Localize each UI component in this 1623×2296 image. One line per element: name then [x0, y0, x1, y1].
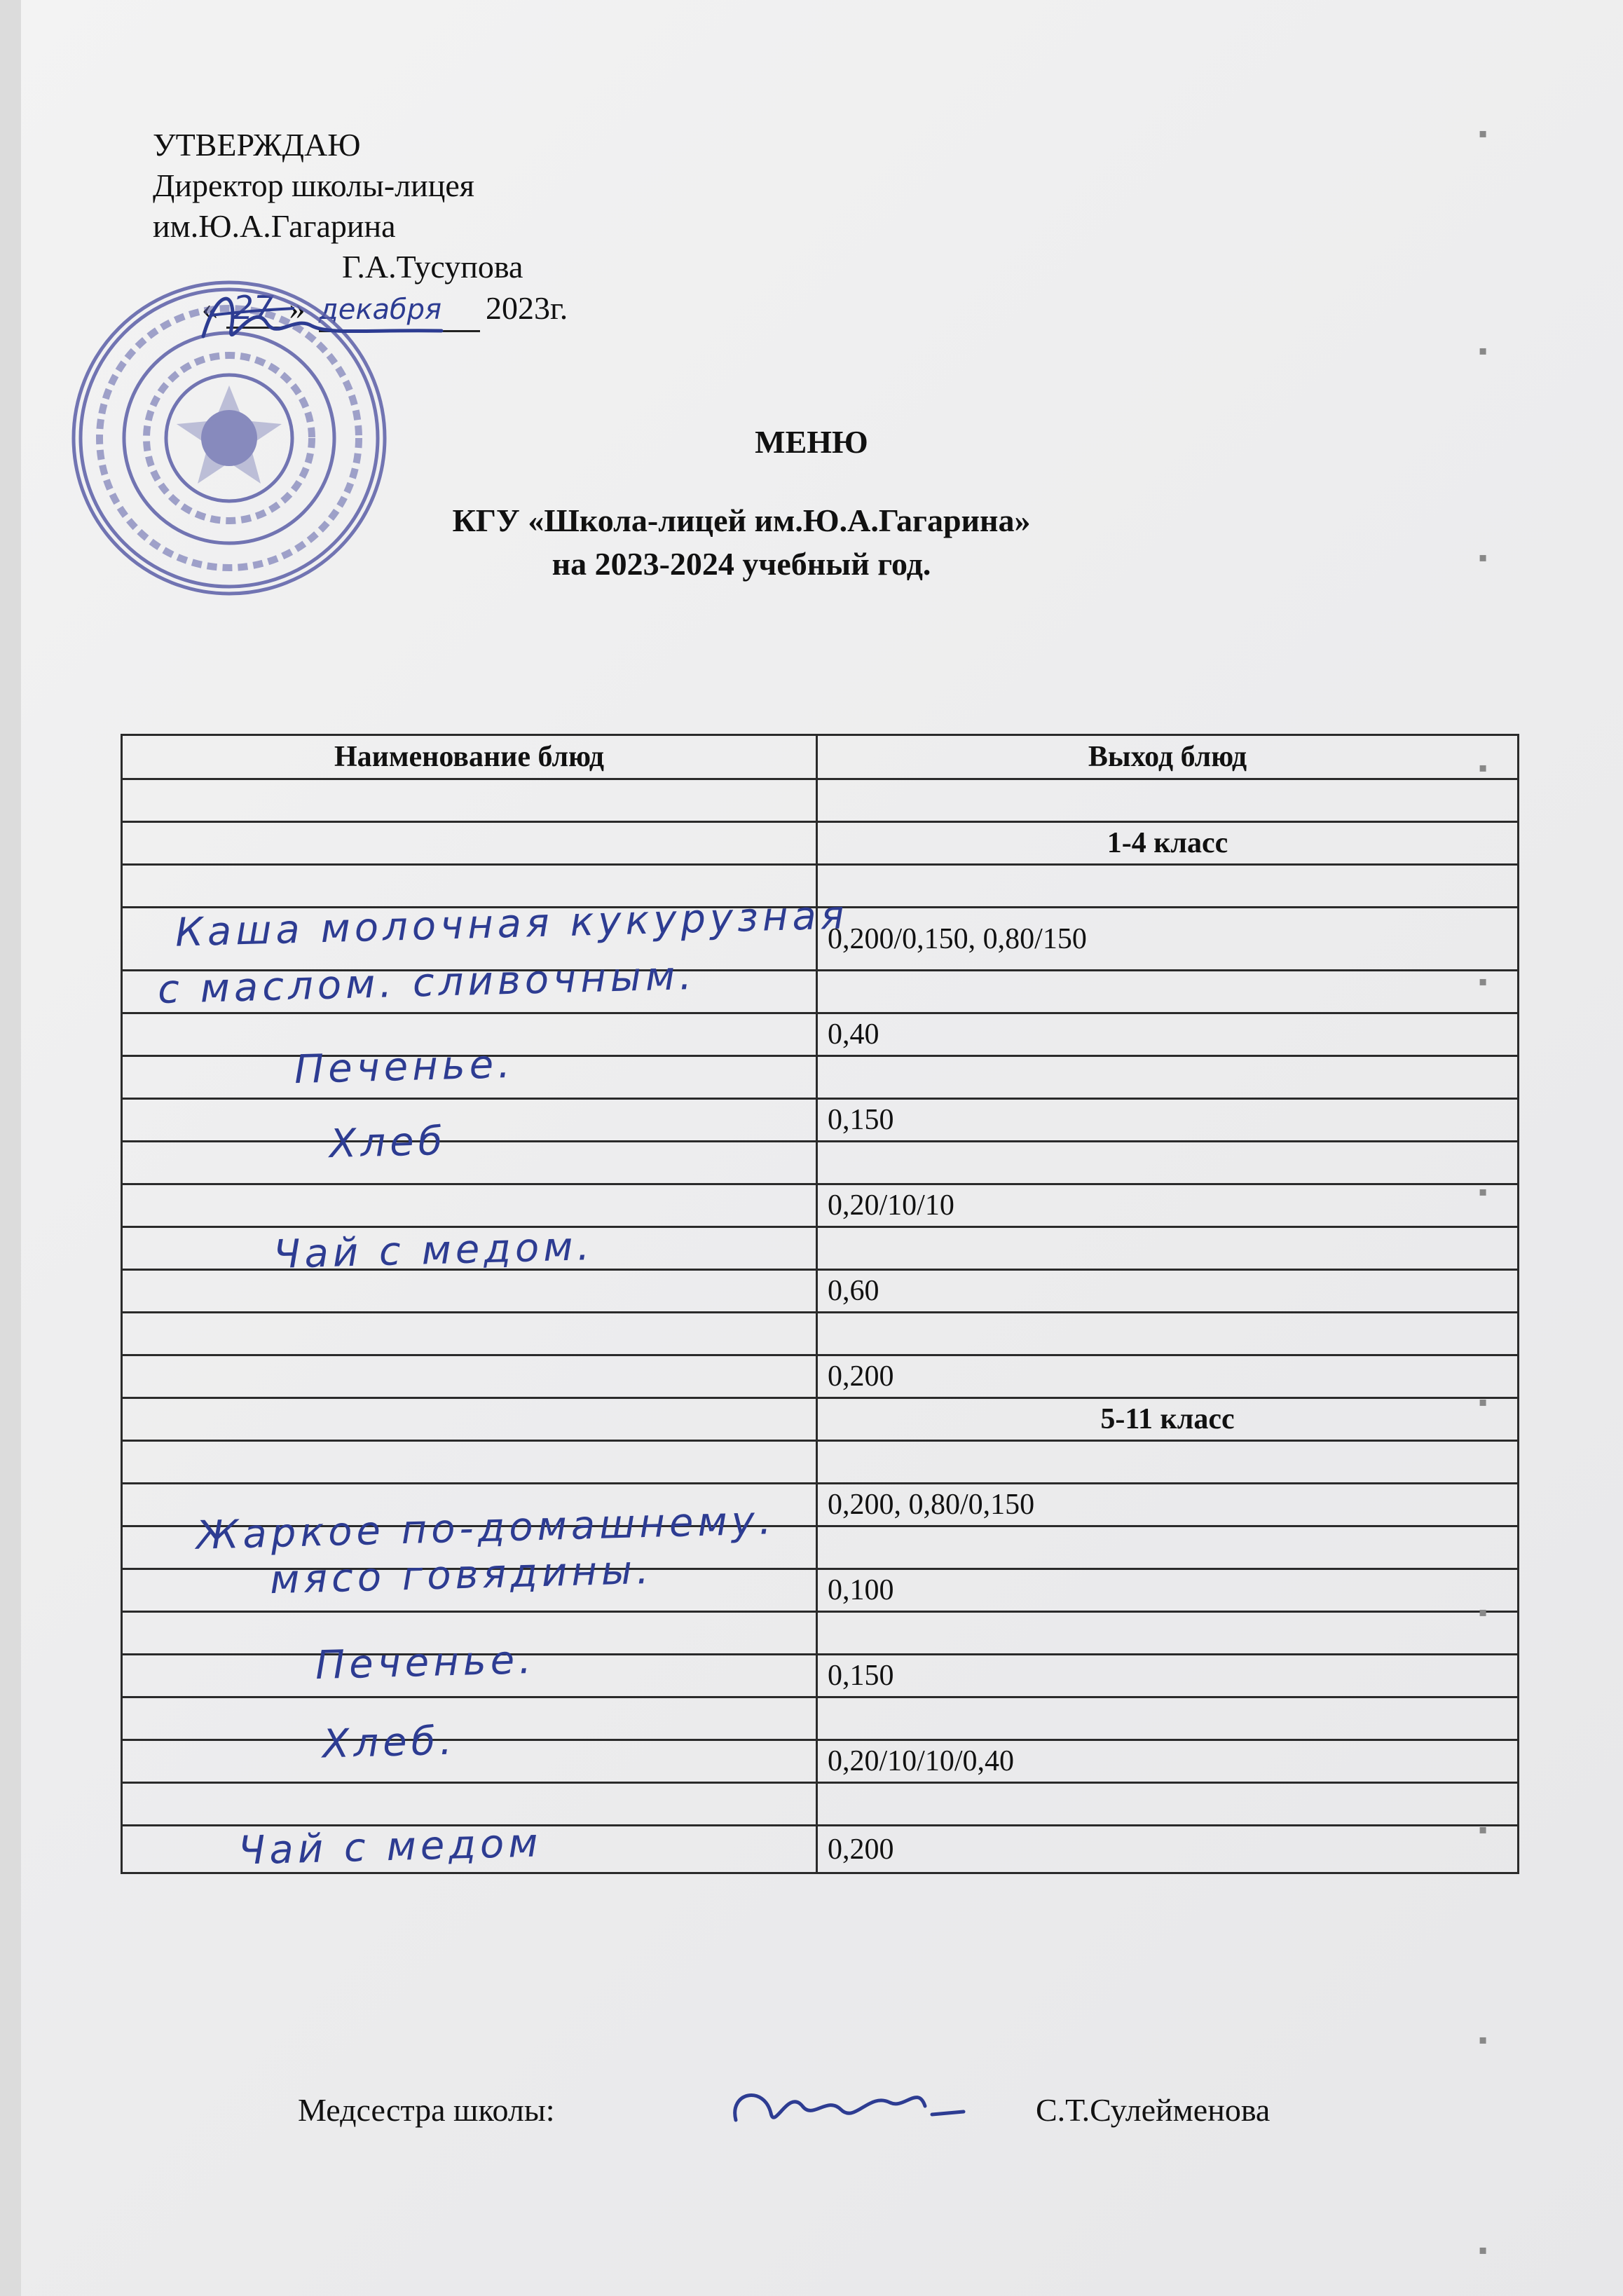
document-title: МЕНЮ	[755, 424, 868, 460]
date-quote-close: »	[289, 290, 306, 326]
output-cell: 0,150	[817, 1655, 1519, 1697]
handwritten-dish-name: Хлеб.	[322, 1718, 457, 1768]
output-cell: 0,20/10/10/0,40	[817, 1740, 1519, 1783]
margin-mark: ▪	[1479, 2032, 1488, 2047]
handwritten-dish-name: Хлеб	[329, 1118, 447, 1168]
margin-mark: ▪	[1479, 1605, 1488, 1620]
table-row	[122, 1313, 1519, 1355]
handwritten-dish-name: Чай с медом	[238, 1820, 543, 1874]
output-cell: 0,40	[817, 1013, 1519, 1056]
table-row	[122, 1783, 1519, 1826]
output-cell: 0,200, 0,80/0,150	[817, 1484, 1519, 1526]
date-day: 27	[226, 289, 282, 329]
output-cell: 0,200/0,150, 0,80/150	[817, 908, 1519, 971]
organization-title: КГУ «Школа-лицей им.Ю.А.Гагарина»	[452, 503, 1031, 538]
margin-mark: ▪	[1479, 974, 1488, 989]
margin-mark: ▪	[1479, 550, 1488, 565]
date-quote-open: «	[202, 290, 218, 326]
output-cell: 0,150	[817, 1099, 1519, 1142]
table-row	[122, 1355, 1519, 1398]
handwritten-dish-name: Чай с медом.	[273, 1224, 594, 1278]
nurse-name: С.Т.Сулейменова	[1036, 2092, 1271, 2128]
column-header-dish-name: Наименование блюд	[122, 735, 817, 779]
nurse-label: Медсестра школы:	[298, 2092, 555, 2128]
approval-position: Директор школы-лицея	[153, 168, 474, 203]
margin-mark: ▪	[1479, 343, 1488, 358]
approval-school: им.Ю.А.Гагарина	[153, 208, 396, 244]
table-row	[122, 822, 1519, 865]
approval-heading: УТВЕРЖДАЮ	[153, 127, 361, 163]
date-month: декабря	[319, 289, 480, 332]
handwritten-dish-name: Печенье.	[294, 1041, 515, 1093]
margin-mark: ▪	[1479, 760, 1488, 775]
director-name: Г.А.Тусупова	[342, 249, 523, 285]
margin-mark: ▪	[1479, 2243, 1488, 2257]
output-cell: 0,200	[817, 1355, 1519, 1398]
margin-mark: ▪	[1479, 1184, 1488, 1199]
output-cell: 0,200	[817, 1826, 1519, 1873]
date-year: 2023г.	[486, 290, 568, 326]
output-cell: 0,100	[817, 1569, 1519, 1612]
handwritten-dish-name: Каша молочная кукурузная	[174, 892, 849, 956]
period-title: на 2023-2024 учебный год.	[552, 546, 931, 582]
table-row	[122, 1398, 1519, 1441]
nurse-signature	[722, 2064, 988, 2148]
table-row	[122, 1184, 1519, 1227]
output-cell: 0,20/10/10	[817, 1184, 1519, 1227]
section-label-1-4: 1-4 класс	[817, 822, 1519, 865]
director-signature	[189, 273, 456, 371]
table-header-row	[122, 735, 1519, 779]
output-cell: 0,60	[817, 1270, 1519, 1313]
margin-mark: ▪	[1479, 1395, 1488, 1409]
section-label-5-11: 5-11 класс	[817, 1398, 1519, 1441]
margin-mark: ▪	[1479, 126, 1488, 141]
table-row	[122, 1441, 1519, 1484]
handwritten-dish-name: с маслом. сливочным.	[157, 952, 697, 1013]
handwritten-dish-name: Жаркое по-домашнему.	[196, 1498, 776, 1559]
handwritten-dish-name: мясо говядины.	[269, 1547, 654, 1604]
table-row	[122, 779, 1519, 822]
handwritten-dish-name: Печенье.	[315, 1636, 536, 1689]
margin-mark: ▪	[1479, 1822, 1488, 1837]
column-header-output: Выход блюд	[817, 735, 1519, 779]
